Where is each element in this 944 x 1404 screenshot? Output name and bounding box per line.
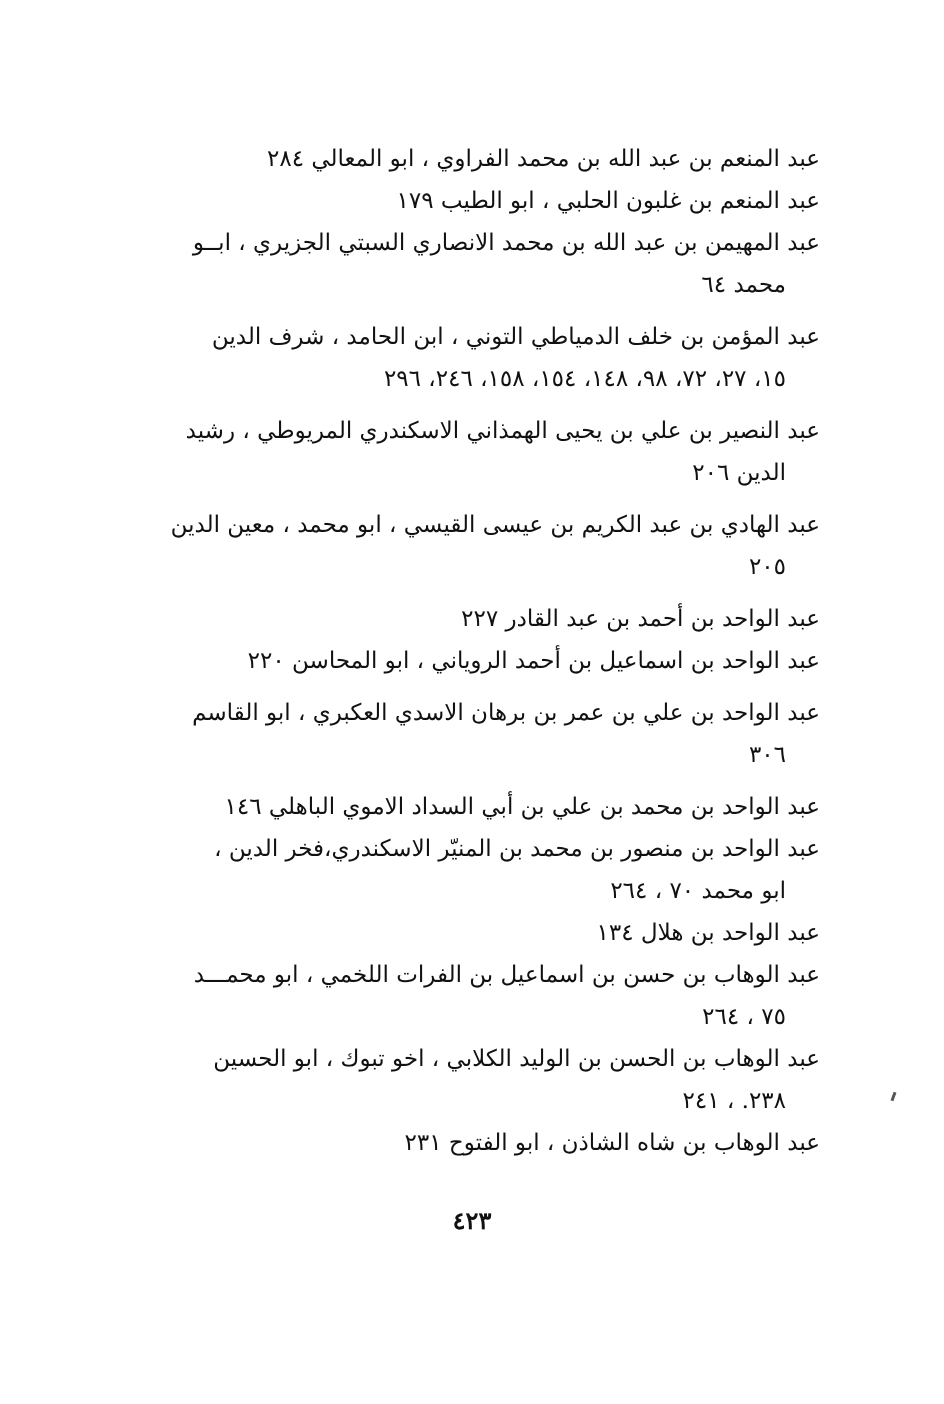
- entry-continuation: ٢٠٥: [748, 554, 786, 580]
- index-entry: [160, 954, 820, 1038]
- index-entry: [160, 222, 820, 306]
- entry-line: عبد الهادي بن عبد الكريم بن عيسى القيسي ، ابو محمد ، معين الدين: [170, 512, 820, 538]
- index-entry: [160, 1038, 820, 1122]
- entry-continuation: محمد ٦٤: [701, 272, 786, 298]
- index-page-body: [160, 138, 820, 1164]
- index-entry: [160, 828, 820, 912]
- entry-line: عبد الوهاب بن حسن بن اسماعيل بن الفرات اللخمي ، ابو محمـــد: [193, 962, 820, 988]
- entry-line: عبد الواحد بن محمد بن علي بن أبي السداد الاموي الباهلي ١٤٦: [224, 794, 820, 820]
- entry-line: عبد المؤمن بن خلف الدمياطي التوني ، ابن الحامد ، شرف الدين: [211, 324, 820, 350]
- entry-continuation: الدين ٢٠٦: [692, 460, 786, 486]
- index-entry: [160, 692, 820, 776]
- entry-continuation: ٧٥ ، ٢٦٤: [702, 1004, 786, 1030]
- entry-continuation: ١٥، ٢٧، ٧٢، ٩٨، ١٤٨، ١٥٤، ١٥٨، ٢٤٦، ٢٩٦: [383, 366, 786, 392]
- entry-line: عبد المنعم بن عبد الله بن محمد الفراوي ، ابو المعالي ٢٨٤: [267, 146, 820, 172]
- entry-line: عبد الواحد بن علي بن عمر بن برهان الاسدي العكبري ، ابو القاسم: [192, 700, 820, 726]
- index-entry: [160, 504, 820, 588]
- entry-line: عبد الواحد بن أحمد بن عبد القادر ٢٢٧: [461, 606, 820, 632]
- index-entry: [160, 912, 820, 954]
- index-entry: [160, 786, 820, 828]
- entry-line: عبد المنعم بن غلبون الحلبي ، ابو الطيب ١٧٩: [396, 188, 820, 214]
- index-entry: [160, 598, 820, 640]
- index-entry: [160, 180, 820, 222]
- index-entry: [160, 316, 820, 400]
- entry-line: عبد الوهاب بن الحسن بن الوليد الكلابي ، اخو تبوك ، ابو الحسين: [213, 1046, 820, 1072]
- entry-line: عبد الوهاب بن شاه الشاذن ، ابو الفتوح ٢٣١: [404, 1130, 820, 1156]
- index-entry: [160, 640, 820, 682]
- entry-continuation: ٣٠٦: [748, 742, 786, 768]
- page-number: ٤٢٣: [452, 1206, 492, 1235]
- index-entry: [160, 138, 820, 180]
- entry-line: عبد المهيمن بن عبد الله بن محمد الانصاري السبتي الجزيري ، ابــو: [192, 230, 820, 256]
- entry-line: عبد الواحد بن هلال ١٣٤: [596, 920, 820, 946]
- entry-line: عبد النصير بن علي بن يحيى الهمذاني الاسكندري المريوطي ، رشيد: [185, 418, 820, 444]
- scan-speck: [891, 1092, 897, 1101]
- entry-continuation: ٢٣٨. ، ٢٤١: [682, 1088, 786, 1114]
- entry-continuation: ابو محمد ٧٠ ، ٢٦٤: [610, 878, 786, 904]
- entry-line: عبد الواحد بن منصور بن محمد بن المنيّر الاسكندري،فخر الدين ،: [214, 836, 820, 862]
- entry-line: عبد الواحد بن اسماعيل بن أحمد الروياني ، ابو المحاسن ٢٢٠: [247, 648, 820, 674]
- index-entry: [160, 410, 820, 494]
- index-entry: [160, 1122, 820, 1164]
